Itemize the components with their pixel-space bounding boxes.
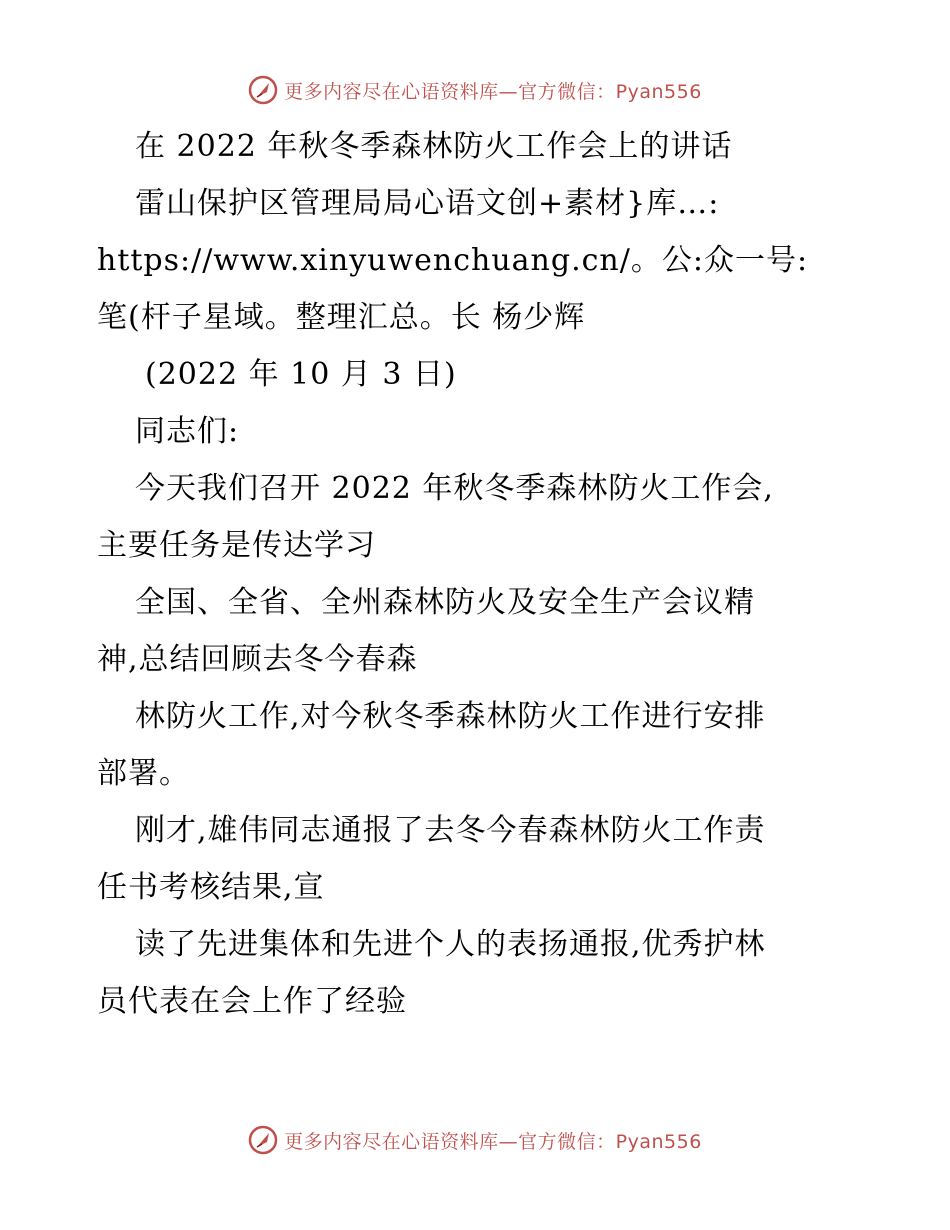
paragraph-line: 读了先进集体和先进个人的表扬通报,优秀护林 (135, 927, 766, 962)
paragraph-line: 部署。 (97, 756, 190, 791)
footer-watermark (0, 1120, 950, 1160)
salutation: 同志们: (135, 414, 240, 449)
author-name-line: 笔(杆子星域。整理汇总。长 杨少辉 (97, 300, 586, 335)
watermark-text: 更多内容尽在心语资料库—官方微信：Pyan556 (284, 1130, 702, 1153)
speech-title: 在 2022 年秋冬季森林防火工作会上的讲话 (135, 129, 733, 164)
url-line: https://www.xinyuwenchuang.cn/。公:众一号: (97, 243, 809, 278)
header-watermark (0, 70, 950, 110)
quill-logo-icon (248, 75, 278, 105)
paragraph-line: 全国、全省、全州森林防火及安全生产会议精 (135, 585, 755, 620)
paragraph-line: 员代表在会上作了经验 (97, 984, 407, 1019)
watermark-text: 更多内容尽在心语资料库—官方微信：Pyan556 (284, 80, 702, 103)
paragraph-line: 任书考核结果,宣 (97, 870, 325, 905)
paragraph-line: 刚才,雄伟同志通报了去冬今春森林防火工作责 (135, 813, 766, 848)
paragraph-line: 主要任务是传达学习 (97, 528, 376, 563)
quill-logo-icon (248, 1125, 278, 1155)
paragraph-line: 林防火工作,对今秋冬季森林防火工作进行安排 (135, 699, 766, 734)
paragraph-line: 神,总结回顾去冬今春森 (97, 642, 418, 677)
date-line: (2022 年 10 月 3 日) (145, 357, 457, 392)
document-body (97, 118, 867, 1030)
paragraph-line: 今天我们召开 2022 年秋冬季森林防火工作会, (135, 471, 774, 506)
author-line: 雷山保护区管理局局心语文创+素材}库…: (135, 186, 720, 221)
